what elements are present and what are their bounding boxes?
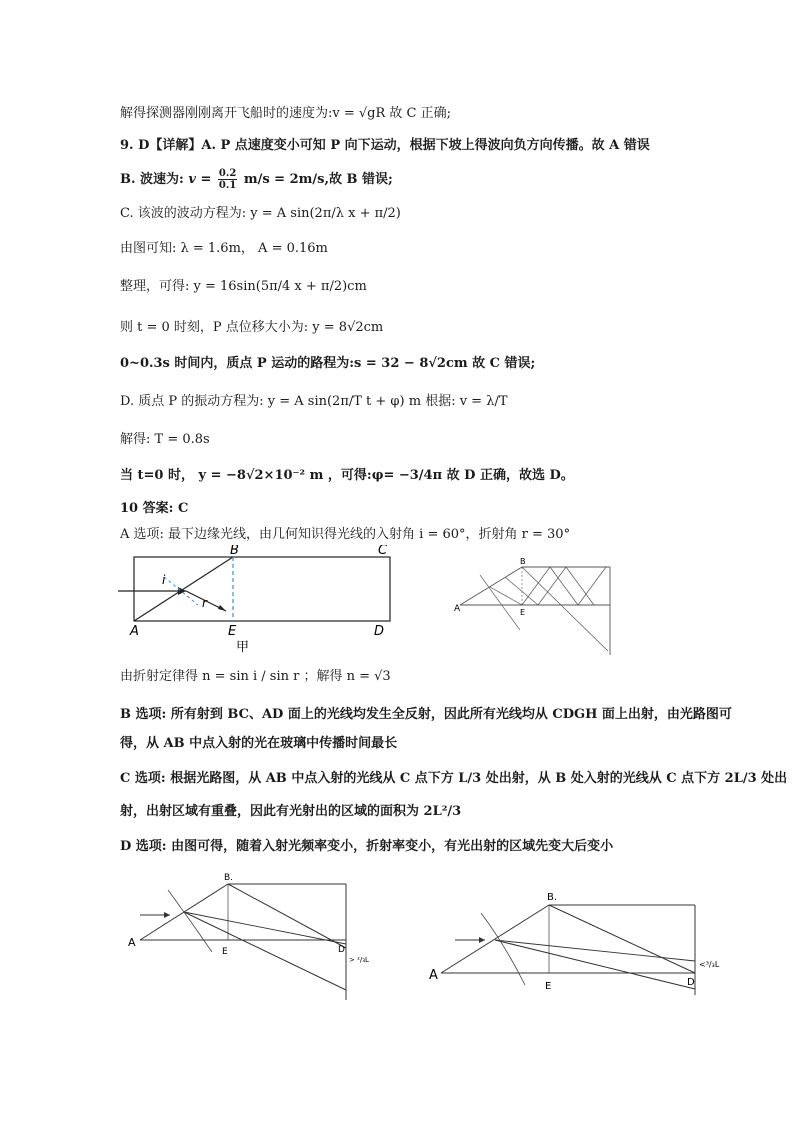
line-q10-a: A 选项: 最下边缘光线，由几何知识得光线的入射角 i = 60°，折射角 r = 30°: [120, 527, 571, 542]
fig3-label-D: D: [338, 945, 345, 955]
figure-sketch-ray-paths: [450, 555, 630, 669]
figure-prism-jia: [118, 545, 398, 659]
line-q9-b: [120, 168, 393, 191]
fig4-label-D: D: [687, 977, 695, 988]
fig1-label-A: A: [130, 624, 139, 639]
fig1-caption: 甲: [236, 640, 250, 655]
line-q9-arrange: 整理，可得: y = 16sin(5π/4 x + π/2)cm: [120, 279, 367, 294]
line-q10-b-2: 得，从 AB 中点入射的光在玻璃中传播时间最长: [120, 736, 398, 751]
fig1-label-i: i: [162, 573, 166, 587]
fig3-label-E: E: [222, 947, 228, 957]
line-q10-c-2: 射，出射区域有重叠，因此有光射出的区域的面积为 2L²/3: [120, 804, 462, 819]
line-q9-a: 9. D【详解】A. P 点速度变小可知 P 向下运动，根据下坡上得波向负方向传播。故 A 错误: [120, 138, 650, 153]
line-q9-path: 0~0.3s 时间内，质点 P 运动的路程为:s = 32 − 8√2cm 故 C 错误;: [120, 356, 536, 371]
fig2-label-B: B: [520, 557, 526, 566]
fig1-label-C: C: [378, 545, 388, 558]
q9-b-rest: m/s = 2m/s,故 B 错误;: [243, 172, 393, 187]
fig4-label-A: A: [429, 968, 438, 983]
fig4-label-E: E: [545, 981, 552, 992]
line-q9-c: C. 该波的波动方程为: y = A sin(2π/λ x + π/2): [120, 206, 401, 221]
line-solution-velocity: 解得探测器刚刚离开飞船时的速度为:v = √gR 故 C 正确;: [120, 106, 451, 121]
fig2-label-E: E: [520, 608, 526, 617]
line-q10-c-1: C 选项: 根据光路图，从 AB 中点入射的光线从 C 点下方 L/3 处出射，从 B 处入射的光线从 C 点下方 2L/3 处出: [120, 771, 788, 786]
line-q10-answer: 10 答案: C: [120, 501, 189, 516]
fig1-label-B: B: [230, 545, 239, 558]
q9-b-num: 0.2: [218, 168, 237, 179]
fig1-label-r: r: [202, 596, 207, 610]
figure-sketch-left: [120, 870, 370, 1009]
fig3-side-label: > ²/₃L: [349, 956, 369, 964]
line-q10-refraction: 由折射定律得 n = sin i / sin r ；解得 n = √3: [120, 669, 391, 684]
line-q10-d: D 选项: 由图可得，随着入射光频率变小，折射率变小，有光出射的区域先变大后变小: [120, 839, 614, 854]
fig4-label-B: B.: [547, 892, 558, 903]
fig1-label-E: E: [228, 624, 237, 639]
line-q9-lambda: 由图可知: λ = 1.6m， A = 0.16m: [120, 241, 328, 256]
line-q10-b-1: B 选项: 所有射到 BC、AD 面上的光线均发生全反射，因此所有光线均从 CDGH 面上出射，由光路图可: [120, 707, 732, 722]
line-q9-t0: 则 t = 0 时刻，P 点位移大小为: y = 8√2cm: [120, 320, 384, 335]
q9-b-v: v =: [188, 172, 212, 187]
fig3-label-A: A: [128, 936, 136, 949]
fig4-side-label: <³/₃L: [699, 960, 720, 969]
line-q9-d: D. 质点 P 的振动方程为: y = A sin(2π/T t + φ) m 根据: v = λ/T: [120, 394, 508, 409]
line-q9-phase: 当 t=0 时， y = −8√2×10⁻² m ，可得:φ= −3/4π 故 D 正确，故选 D。: [120, 468, 574, 483]
q9-b-den: 0.1: [218, 180, 237, 191]
figure-sketch-right: [425, 885, 725, 1014]
q9-b-label: B. 波速为:: [120, 172, 184, 187]
line-q9-period: 解得: T = 0.8s: [120, 432, 210, 447]
fig3-label-B: B.: [224, 873, 234, 883]
fig1-label-D: D: [374, 624, 385, 639]
q9-b-fraction: [218, 168, 237, 191]
fig2-label-A: A: [454, 604, 461, 614]
